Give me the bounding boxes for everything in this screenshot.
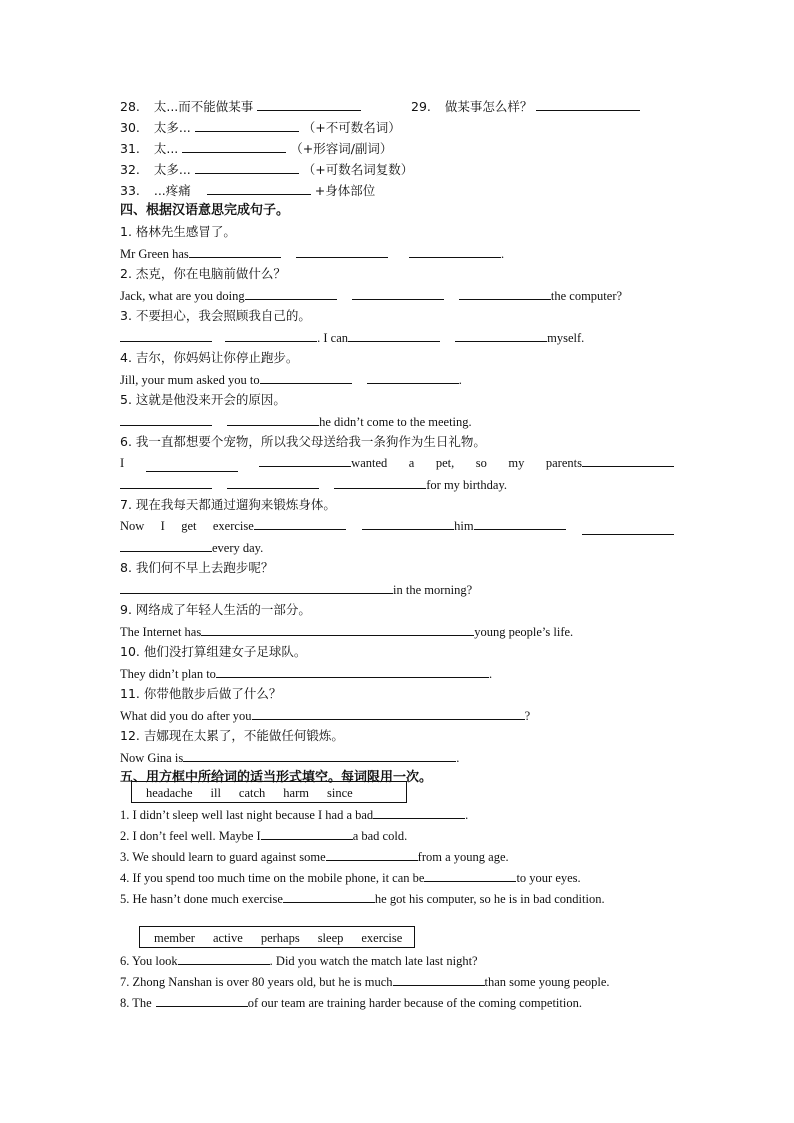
word: I <box>160 519 165 533</box>
item-text: 太多... <box>153 162 191 177</box>
word-box-2 <box>139 926 415 948</box>
s4-item-3-zh: 3. 不要担心，我会照顾我自己的。 <box>120 308 311 323</box>
answer-blank[interactable] <box>201 622 474 636</box>
answer-blank[interactable] <box>207 181 311 195</box>
sentence-start: What did you do after you <box>120 709 252 723</box>
answer-blank[interactable] <box>455 328 547 342</box>
sentence-start: The Internet has <box>120 625 202 639</box>
item-text: 太... <box>153 141 179 156</box>
sentence-end: than some young people. <box>484 975 610 989</box>
s4-item-6-en-line1 <box>120 454 674 472</box>
sentence-end: . <box>458 373 462 387</box>
item-number: 33. <box>120 183 140 198</box>
answer-blank[interactable] <box>120 538 212 552</box>
sentence-start: 6. You look <box>120 954 178 968</box>
sentence-end: the computer? <box>550 289 623 303</box>
answer-blank[interactable] <box>474 516 566 530</box>
s4-item-9-en <box>120 622 674 640</box>
s4-item-12-zh: 12. 吉娜现在太累了，不能做任何锻炼。 <box>120 728 344 743</box>
s5-item-5 <box>120 889 674 907</box>
s4-item-7-zh: 7. 现在我每天都通过遛狗来锻炼身体。 <box>120 497 336 512</box>
answer-blank[interactable] <box>120 412 212 426</box>
s5-item-1 <box>120 805 674 823</box>
s5-item-7 <box>120 972 674 990</box>
s4-item-7-en-line2 <box>120 538 674 556</box>
item-number: 31. <box>120 141 140 156</box>
sentence-end: in the morning? <box>393 583 473 597</box>
sentence-start: 5. He hasn’t done much exercise <box>120 892 283 906</box>
answer-blank[interactable] <box>120 328 212 342</box>
answer-blank[interactable] <box>146 458 238 472</box>
sentence-start: They didn’t plan to <box>120 667 216 681</box>
word: exercise <box>212 519 254 533</box>
s4-item-6-zh: 6. 我一直都想要个宠物，所以我父母送给我一条狗作为生日礼物。 <box>120 434 486 449</box>
s4-item-4-en <box>120 370 674 388</box>
s4-item-10-zh: 10. 他们没打算组建女子足球队。 <box>120 644 307 659</box>
answer-blank[interactable] <box>582 453 674 467</box>
answer-blank[interactable] <box>362 516 454 530</box>
answer-blank[interactable] <box>183 748 456 762</box>
s4-item-1-zh: 1. 格林先生感冒了。 <box>120 224 236 239</box>
word: him <box>454 519 474 533</box>
s5-item-3 <box>120 847 674 865</box>
box-word: since <box>326 786 353 800</box>
word: get <box>181 519 197 533</box>
item-note: +身体部位 <box>314 183 376 198</box>
answer-blank[interactable] <box>296 244 388 258</box>
answer-blank[interactable] <box>424 868 516 882</box>
answer-blank[interactable] <box>582 521 674 535</box>
answer-blank[interactable] <box>257 97 361 111</box>
s4-item-11-en <box>120 706 674 724</box>
answer-blank[interactable] <box>259 453 351 467</box>
word: a <box>408 456 415 470</box>
answer-blank[interactable] <box>195 118 299 132</box>
answer-blank[interactable] <box>261 826 353 840</box>
s4-item-6-en-line2 <box>120 475 674 493</box>
box-word: ill <box>210 786 221 800</box>
answer-blank[interactable] <box>120 580 393 594</box>
sentence-start: 2. I don’t feel well. Maybe I <box>120 829 261 843</box>
sentence-start: 1. I didn’t sleep well last night because I had a bad <box>120 808 374 822</box>
s4-item-8-en <box>120 580 674 598</box>
sentence-start: Now Gina is <box>120 751 184 765</box>
box-word: exercise <box>361 931 403 945</box>
answer-blank[interactable] <box>352 286 444 300</box>
answer-blank[interactable] <box>225 328 317 342</box>
item-text: 太...而不能做某事 <box>153 99 254 114</box>
box-word: sleep <box>317 931 344 945</box>
s4-item-7-en-line1 <box>120 517 674 535</box>
s4-item-12-en <box>120 748 674 766</box>
s4-item-10-en <box>120 664 674 682</box>
item-number: 29. <box>411 99 431 114</box>
sentence-end: . <box>465 808 469 822</box>
answer-blank[interactable] <box>459 286 551 300</box>
item-32-row <box>120 160 674 178</box>
answer-blank[interactable] <box>373 805 465 819</box>
answer-blank[interactable] <box>227 475 319 489</box>
word: Now <box>120 519 145 533</box>
sentence-end: myself. <box>547 331 585 345</box>
sentence-end: ? <box>524 709 531 723</box>
box-word: perhaps <box>260 931 300 945</box>
s4-item-3-en <box>120 328 674 346</box>
sentence-end: every day. <box>212 541 264 555</box>
item-note: （+不可数名词） <box>302 120 401 135</box>
answer-blank[interactable] <box>283 889 375 903</box>
sentence-end: from a young age. <box>417 850 509 864</box>
sentence-start: 4. If you spend too much time on the mobile phone, it can be <box>120 871 425 885</box>
item-text: ...疼痛 <box>153 183 191 198</box>
sentence-end: for my birthday. <box>426 478 508 492</box>
item-33-row <box>120 181 674 199</box>
sentence-start: 3. We should learn to guard against some <box>120 850 326 864</box>
s4-item-8-zh: 8. 我们何不早上去跑步呢？ <box>120 560 274 575</box>
item-28-29-row <box>120 97 674 115</box>
word: my <box>508 456 525 470</box>
s4-item-2-zh: 2. 杰克，你在电脑前做什么？ <box>120 266 286 281</box>
word-box-1 <box>131 781 407 803</box>
answer-blank[interactable] <box>182 139 286 153</box>
word: parents <box>545 456 582 470</box>
s5-item-8 <box>120 993 674 1011</box>
box-word: member <box>154 931 195 945</box>
box-word: catch <box>238 786 266 800</box>
word: so <box>475 456 487 470</box>
sentence-start: 7. Zhong Nanshan is over 80 years old, but he is much <box>120 975 393 989</box>
item-31-row <box>120 139 674 157</box>
answer-blank[interactable] <box>120 475 212 489</box>
item-note: （+形容词/副词） <box>290 141 393 156</box>
answer-blank[interactable] <box>348 328 440 342</box>
sentence-middle: . I can <box>317 331 349 345</box>
sentence-start: Mr Green has <box>120 247 189 261</box>
item-30-row <box>120 118 674 136</box>
answer-blank[interactable] <box>178 951 270 965</box>
item-number: 32. <box>120 162 140 177</box>
answer-blank[interactable] <box>252 706 525 720</box>
sentence-end: he got his computer, so he is in bad condition. <box>374 892 605 906</box>
box-word: harm <box>283 786 309 800</box>
box-word: active <box>212 931 243 945</box>
item-text: 太多... <box>153 120 191 135</box>
s5-item-4 <box>120 868 674 886</box>
s4-item-1-en <box>120 244 674 262</box>
sentence-end: a bad cold. <box>352 829 408 843</box>
answer-blank[interactable] <box>367 370 459 384</box>
s4-item-2-en <box>120 286 674 304</box>
answer-blank[interactable] <box>156 993 248 1007</box>
answer-blank[interactable] <box>536 97 640 111</box>
sentence-end: . Did you watch the match late last night? <box>269 954 478 968</box>
answer-blank[interactable] <box>393 972 485 986</box>
answer-blank[interactable] <box>195 160 299 174</box>
answer-blank[interactable] <box>326 847 418 861</box>
answer-blank[interactable] <box>260 370 352 384</box>
sentence-end: . <box>456 751 460 765</box>
answer-blank[interactable] <box>254 516 346 530</box>
item-number: 30. <box>120 120 140 135</box>
sentence-end: to your eyes. <box>516 871 581 885</box>
answer-blank[interactable] <box>245 286 337 300</box>
answer-blank[interactable] <box>227 412 319 426</box>
sentence-start: 8. The <box>120 996 152 1010</box>
s4-item-11-zh: 11. 你带他散步后做了什么？ <box>120 686 282 701</box>
s5-item-2 <box>120 826 674 844</box>
sentence-end: young people’s life. <box>474 625 574 639</box>
answer-blank[interactable] <box>216 664 489 678</box>
item-note: （+可数名词复数） <box>302 162 414 177</box>
sentence-end: . <box>488 667 493 681</box>
sentence-start: Jack, what are you doing <box>120 289 245 303</box>
sentence-start: Jill, your mum asked you to <box>120 373 260 387</box>
sentence-end: of our team are training harder because of the coming competition. <box>247 996 582 1010</box>
s5-item-6 <box>120 951 674 969</box>
item-text: 做某事怎么样？ <box>444 99 533 114</box>
word: wanted <box>351 456 388 470</box>
section-5-heading: 五、用方框中所给词的适当形式填空。每词限用一次。 <box>120 770 433 785</box>
sentence-end: . <box>500 247 505 261</box>
answer-blank[interactable] <box>409 244 501 258</box>
sentence-end: he didn’t come to the meeting. <box>319 415 472 429</box>
answer-blank[interactable] <box>334 475 426 489</box>
word: I <box>120 456 125 470</box>
s4-item-9-zh: 9. 网络成了年轻人生活的一部分。 <box>120 602 311 617</box>
s4-item-5-en <box>120 412 674 430</box>
answer-blank[interactable] <box>189 244 281 258</box>
item-number: 28. <box>120 99 140 114</box>
box-word: headache <box>146 786 193 800</box>
word: pet, <box>435 456 455 470</box>
section-4-heading: 四、根据汉语意思完成句子。 <box>120 203 290 218</box>
s4-item-4-zh: 4. 吉尔，你妈妈让你停止跑步。 <box>120 350 299 365</box>
s4-item-5-zh: 5. 这就是他没来开会的原因。 <box>120 392 286 407</box>
